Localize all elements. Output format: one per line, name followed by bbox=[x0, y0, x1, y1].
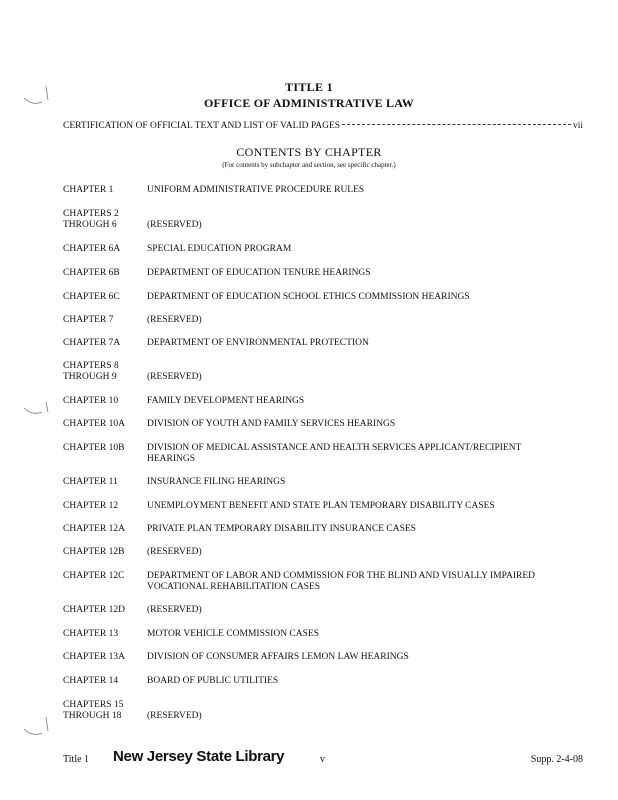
chapter-label: CHAPTER 7A bbox=[63, 338, 121, 348]
chapter-title: SPECIAL EDUCATION PROGRAM bbox=[147, 244, 292, 254]
chapter-label: CHAPTER 13A bbox=[63, 652, 126, 662]
chapter-label: CHAPTER 10B bbox=[63, 443, 125, 453]
chapter-title: DIVISION OF YOUTH AND FAMILY SERVICES HEARINGS bbox=[147, 419, 396, 429]
chapter-title: MOTOR VEHICLE COMMISSION CASES bbox=[147, 629, 319, 639]
scan-mark-icon bbox=[22, 400, 52, 420]
page-title: TITLE 1 bbox=[285, 80, 333, 94]
chapter-title: DEPARTMENT OF EDUCATION TENURE HEARINGS bbox=[147, 268, 371, 278]
chapter-title: (RESERVED) bbox=[147, 372, 202, 382]
scan-mark-icon bbox=[22, 715, 52, 741]
contents-note: (For contents by subchapter and section, see specific chapter.) bbox=[222, 161, 396, 169]
chapter-title: (RESERVED) bbox=[147, 220, 202, 230]
chapter-title bbox=[147, 443, 587, 465]
chapter-title: INSURANCE FILING HEARINGS bbox=[147, 477, 286, 487]
chapter-label: CHAPTER 1 bbox=[63, 185, 114, 195]
chapter-title: (RESERVED) bbox=[147, 547, 202, 557]
chapter-title: DEPARTMENT OF EDUCATION SCHOOL ETHICS COMMISSION HEARINGS bbox=[147, 292, 470, 302]
chapter-title: FAMILY DEVELOPMENT HEARINGS bbox=[147, 396, 305, 406]
title-block bbox=[0, 80, 618, 111]
chapter-label: CHAPTER 10 bbox=[63, 396, 119, 406]
certification-text: CERTIFICATION OF OFFICIAL TEXT AND LIST OF VALID PAGES bbox=[63, 121, 341, 131]
chapter-label-line2: THROUGH 6 bbox=[63, 220, 117, 230]
chapter-title: (RESERVED) bbox=[147, 605, 202, 615]
chapter-label: CHAPTER 7 bbox=[63, 315, 114, 325]
chapter-title: (RESERVED) bbox=[147, 315, 202, 325]
chapter-label-line1: CHAPTERS 2 bbox=[63, 209, 119, 219]
page-number: v bbox=[320, 754, 325, 765]
chapter-label: CHAPTER 12B bbox=[63, 547, 125, 557]
chapter-title: PRIVATE PLAN TEMPORARY DISABILITY INSURANCE CASES bbox=[147, 524, 416, 534]
chapter-label: CHAPTER 6B bbox=[63, 268, 120, 278]
certification-line bbox=[63, 121, 583, 131]
footer-title: Title 1 bbox=[63, 754, 90, 765]
chapter-label-line1: CHAPTERS 8 bbox=[63, 361, 119, 371]
chapter-label-line2: THROUGH 9 bbox=[63, 372, 117, 382]
chapter-title-line1: DEPARTMENT OF LABOR AND COMMISSION FOR THE BLIND AND VISUALLY IMPAIRED bbox=[147, 571, 536, 581]
chapter-label: CHAPTER 6A bbox=[63, 244, 121, 254]
chapter-title: (RESERVED) bbox=[147, 711, 202, 721]
chapter-label: CHAPTER 13 bbox=[63, 629, 119, 639]
chapter-title-line1: DIVISION OF MEDICAL ASSISTANCE AND HEALTH SERVICES APPLICANT/RECIPIENT bbox=[147, 443, 522, 453]
chapter-title: DIVISION OF CONSUMER AFFAIRS LEMON LAW HEARINGS bbox=[147, 652, 409, 662]
certification-page: vii bbox=[572, 121, 583, 131]
supplement-date: Supp. 2-4-08 bbox=[530, 754, 583, 765]
chapter-title: BOARD OF PUBLIC UTILITIES bbox=[147, 676, 279, 686]
contents-heading: CONTENTS BY CHAPTER bbox=[236, 145, 382, 159]
chapter-label: CHAPTER 12 bbox=[63, 501, 119, 511]
chapter-label: CHAPTER 14 bbox=[63, 676, 119, 686]
chapter-label: CHAPTER 10A bbox=[63, 419, 126, 429]
chapter-label: CHAPTER 12A bbox=[63, 524, 126, 534]
chapter-label: CHAPTER 12D bbox=[63, 605, 126, 615]
chapter-title: UNIFORM ADMINISTRATIVE PROCEDURE RULES bbox=[147, 185, 365, 195]
chapter-title-line2: VOCATIONAL REHABILITATION CASES bbox=[147, 582, 321, 592]
chapter-label: CHAPTER 12C bbox=[63, 571, 125, 581]
chapter-label bbox=[63, 700, 145, 722]
leader-dots bbox=[342, 124, 571, 125]
page-subtitle: OFFICE OF ADMINISTRATIVE LAW bbox=[204, 96, 414, 110]
chapter-title: UNEMPLOYMENT BENEFIT AND STATE PLAN TEMPORARY DISABILITY CASES bbox=[147, 501, 495, 511]
library-stamp: New Jersey State Library bbox=[113, 748, 285, 765]
chapter-label-line1: CHAPTERS 15 bbox=[63, 700, 124, 710]
chapter-label-line2: THROUGH 18 bbox=[63, 711, 122, 721]
chapter-title-line2: HEARINGS bbox=[147, 454, 196, 464]
chapter-title: DEPARTMENT OF ENVIRONMENTAL PROTECTION bbox=[147, 338, 369, 348]
chapter-label: CHAPTER 11 bbox=[63, 477, 118, 487]
chapter-label: CHAPTER 6C bbox=[63, 292, 120, 302]
chapter-label bbox=[63, 209, 145, 231]
chapter-label bbox=[63, 361, 145, 383]
chapter-title bbox=[147, 571, 587, 593]
page-footer bbox=[0, 748, 618, 768]
